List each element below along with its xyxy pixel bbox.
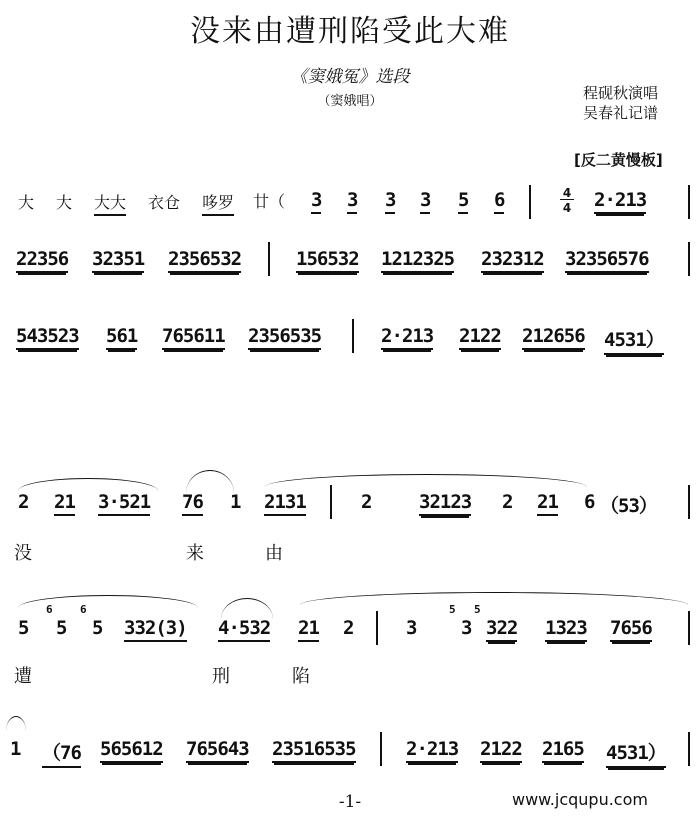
note-group: 2122 xyxy=(459,325,501,350)
score-line-5 xyxy=(0,603,700,671)
note: 1 xyxy=(230,491,241,513)
note: 5 xyxy=(92,617,103,639)
bar-line xyxy=(688,185,690,219)
note: 3 xyxy=(311,189,321,214)
note-group: 1212325 xyxy=(381,248,454,273)
bar-line xyxy=(688,485,690,519)
note-group: 76 xyxy=(182,491,203,516)
bar-line xyxy=(330,485,332,519)
note-group: 4531） xyxy=(606,738,666,768)
page-title: 没来由遭刑陷受此大难 xyxy=(190,14,510,49)
lyric: 由 xyxy=(265,543,283,564)
note-group: 32356576 xyxy=(565,248,649,273)
credit-notator: 吴春礼记谱 xyxy=(583,104,659,122)
note: 2 xyxy=(361,491,372,513)
bar-line xyxy=(376,611,378,645)
note-group: 232312 xyxy=(481,248,544,273)
lyric: 陷 xyxy=(292,666,310,687)
score-line-2 xyxy=(0,242,700,302)
score-line-3 xyxy=(0,319,700,379)
note: 2 xyxy=(343,617,354,639)
note-group: 2122 xyxy=(480,738,522,763)
note-group: 1323 xyxy=(545,617,587,642)
note-group: 21 xyxy=(298,617,319,642)
note-group: 2·213 xyxy=(406,738,458,763)
perc-syllable: 廿（ xyxy=(253,192,286,211)
note-group: 212656 xyxy=(522,325,585,350)
note: 3 xyxy=(385,189,395,214)
note-group: 2·213 xyxy=(381,325,433,350)
perc-syllable: 哆罗 xyxy=(202,190,234,216)
note-group: 543523 xyxy=(16,325,79,350)
note-group: 565612 xyxy=(100,738,163,763)
note: 1 xyxy=(10,738,21,760)
note-group: 561 xyxy=(106,325,137,350)
note-group: 32123 xyxy=(419,491,471,516)
note-group: 322 xyxy=(486,617,517,642)
note-group: 156532 xyxy=(296,248,359,273)
slur xyxy=(18,595,198,608)
note-group: 765611 xyxy=(162,325,225,350)
bar-line xyxy=(352,319,354,353)
lyric: 遭 xyxy=(14,666,32,687)
perc-syllable: 大 xyxy=(56,193,73,212)
credit-singer: 程砚秋演唱 xyxy=(583,84,659,102)
note-group: 7656 xyxy=(610,617,652,642)
note: 3 xyxy=(347,189,357,214)
perc-syllable: 大 xyxy=(18,193,35,212)
watermark: www.jcqupu.com xyxy=(512,790,648,809)
note-group: 22356 xyxy=(16,248,68,273)
note-group: 3·521 xyxy=(98,491,150,516)
note-group: 2·213 xyxy=(594,189,646,214)
lyric: 刑 xyxy=(212,666,230,687)
subtitle: 《窦娥冤》选段 xyxy=(290,67,410,87)
page-number: -1- xyxy=(338,792,362,812)
slur xyxy=(300,592,688,605)
bar-line xyxy=(688,611,690,645)
fermata xyxy=(6,716,26,731)
score-line-6 xyxy=(0,732,700,792)
bar-line xyxy=(529,185,531,219)
role-label: （窦娥唱） xyxy=(317,94,383,109)
grace-note: 5 xyxy=(449,603,455,616)
time-signature-top: 4 xyxy=(560,187,574,200)
note-group: 2356535 xyxy=(248,325,321,350)
note-group: 21 xyxy=(54,491,75,516)
bar-line xyxy=(380,732,382,766)
note: 3 xyxy=(420,189,430,214)
note-group: 765643 xyxy=(186,738,249,763)
grace-note: 5 xyxy=(474,603,480,616)
lyric: 来 xyxy=(186,543,204,564)
perc-syllable: 衣仓 xyxy=(148,193,181,212)
note: 2 xyxy=(18,491,29,513)
note-group: 2356532 xyxy=(168,248,241,273)
note: 6 xyxy=(494,189,504,214)
lyric: 没 xyxy=(14,543,32,564)
note: 5 xyxy=(56,617,67,639)
note-group: 332(3) xyxy=(124,617,187,642)
note: 6 xyxy=(584,491,595,513)
note: 3 xyxy=(406,617,417,639)
note-group: 21 xyxy=(537,491,558,516)
note-group: 4531） xyxy=(604,325,664,355)
note: 2 xyxy=(502,491,513,513)
note-group: （53） xyxy=(600,495,657,517)
note-group: （76 xyxy=(42,738,81,768)
score-line-4 xyxy=(0,485,700,545)
note-group: 2131 xyxy=(264,491,306,516)
perc-syllable: 大大 xyxy=(94,190,126,216)
grace-note: 6 xyxy=(80,603,86,616)
tempo-marking: [反二黄慢板] xyxy=(574,151,663,169)
bar-line xyxy=(688,242,690,276)
grace-note: 6 xyxy=(46,603,52,616)
note: 5 xyxy=(458,189,468,214)
note-group: 2165 xyxy=(542,738,584,763)
note-group: 23516535 xyxy=(272,738,356,763)
score-line-1 xyxy=(0,185,700,245)
note-group: 32351 xyxy=(92,248,144,273)
bar-line xyxy=(268,242,270,276)
note-group: 4·532 xyxy=(218,617,270,642)
time-signature-bottom: 4 xyxy=(562,201,572,215)
bar-line xyxy=(688,732,690,766)
note: 5 xyxy=(18,617,29,639)
note: 3 xyxy=(461,617,472,639)
